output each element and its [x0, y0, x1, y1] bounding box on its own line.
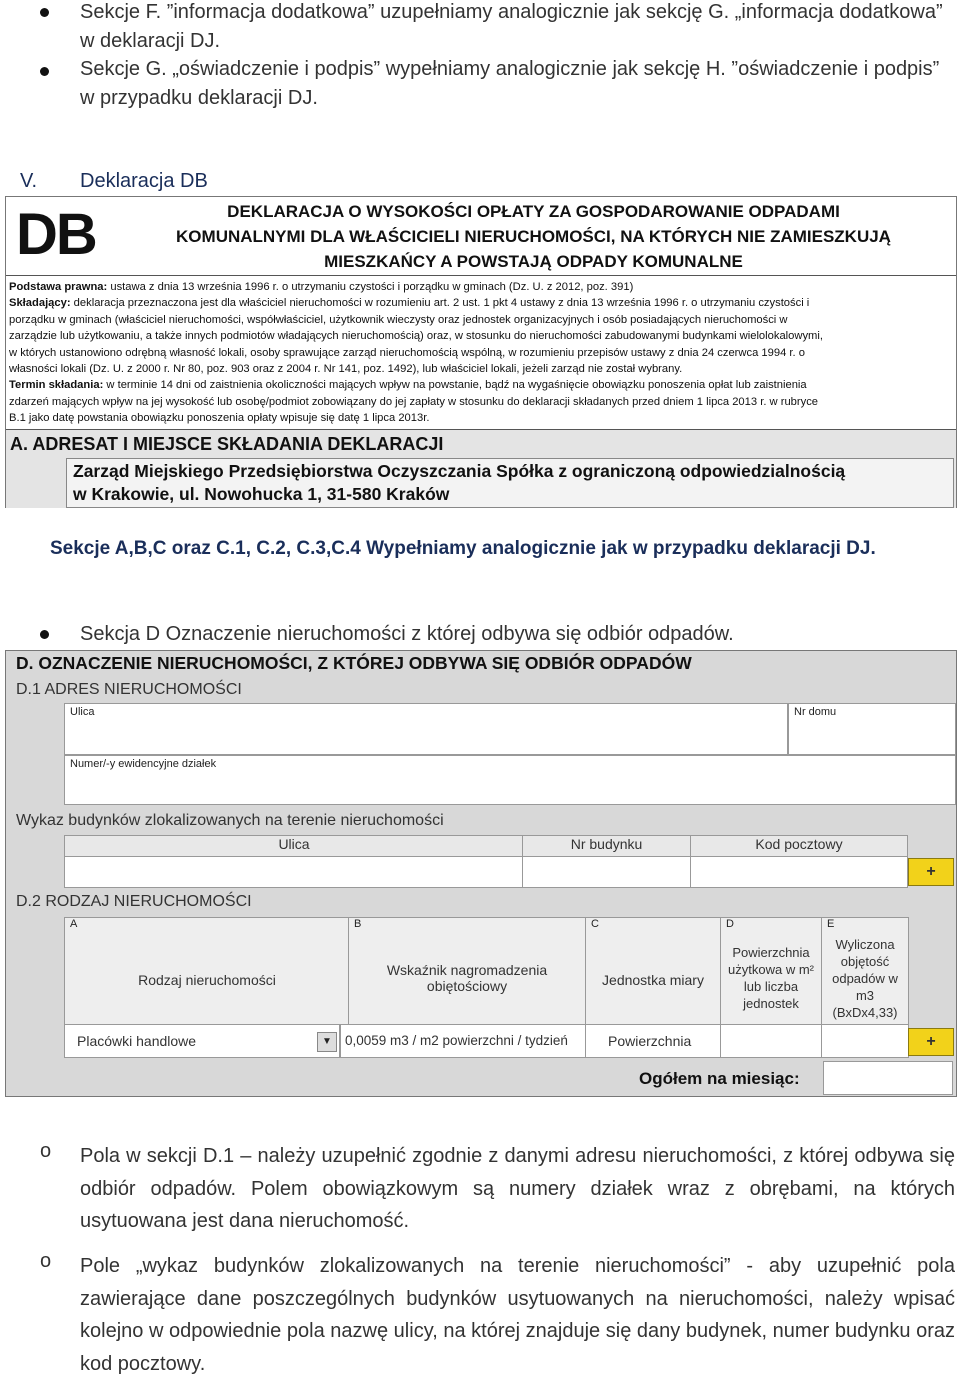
wykaz-col-ulica: Ulica [64, 835, 524, 857]
rodzaj-value: Placówki handlowe [77, 1033, 197, 1049]
wskaznik-value: 0,0059 m3 / m2 powierzchni / tydzień [345, 1033, 568, 1048]
wykaz-col-nr-budynku: Nr budynku [522, 835, 691, 857]
wykaz-col-kod: Kod pocztowy [690, 835, 908, 857]
section-a-title: A. ADRESAT I MIEJSCE SKŁADANIA DEKLARACJI [10, 434, 444, 454]
numery-dzialek-label: Numer/-y ewidencyjne działek [70, 758, 217, 770]
d-form-title: D. OZNACZENIE NIERUCHOMOŚCI, Z KTÓREJ ODBYWA SIĘ ODBIÓR ODPADÓW [16, 653, 692, 673]
db-logo: DB [16, 202, 96, 267]
col-d-header: D Powierzchnia użytkowa w m² lub liczba jednostek [720, 917, 822, 1025]
add-building-button[interactable]: + [908, 858, 954, 886]
numery-dzialek-field[interactable] [64, 755, 956, 805]
bullet-text-d: Sekcja D Oznaczenie nieruchomości z której odbywa się odbiór odpadów. [80, 623, 734, 645]
wykaz-nr-budynku-input[interactable] [522, 856, 691, 888]
dropdown-arrow-icon[interactable]: ▼ [317, 1032, 337, 1052]
db-form-title: DEKLARACJA O WYSOKOŚCI OPŁATY ZA GOSPODAROWANIE ODPADAMI KOMUNALNYMI DLA WŁAŚCICIELI NIERUCHOMOŚCI, NA KTÓRYCH NIE ZAMIESZKUJĄ MIESZKAŃCY A POWSTAJĄ ODPADY KOMUNALNE [176, 202, 891, 271]
powierzchnia-input[interactable] [720, 1024, 822, 1058]
section-title: Deklaracja DB [80, 170, 208, 192]
ulica-label: Ulica [70, 706, 95, 718]
d-section-form [5, 650, 957, 1097]
addressee-box [66, 458, 954, 508]
add-property-type-button[interactable]: + [908, 1028, 954, 1056]
jednostka-field [585, 1024, 721, 1058]
col-b-header: B Wskaźnik nagromadzenia obiętościowy [348, 917, 586, 1025]
db-declaration-form [5, 196, 957, 508]
addressee-line-2: w Krakowie, ul. Nowohucka 1, 31-580 Kraków [73, 484, 450, 504]
objetosc-field [821, 1024, 909, 1058]
col-a-header: A Rodzaj nieruchomości [64, 917, 350, 1025]
ulica-field[interactable] [64, 703, 788, 755]
total-field [823, 1061, 953, 1095]
d2-title: D.2 RODZAJ NIERUCHOMOŚCI [16, 893, 252, 910]
rodzaj-select[interactable] [64, 1024, 340, 1058]
section-a-box [6, 429, 956, 508]
bullet-text-f: Sekcje F. ”informacja dodatkowa” uzupełniamy analogicznie jak sekcję G. „informacja dodatkowa” w deklaracji DJ. [80, 1, 943, 52]
d1-title: D.1 ADRES NIERUCHOMOŚCI [16, 681, 242, 698]
section-number: V. [20, 170, 38, 192]
wykaz-ulica-input[interactable] [64, 856, 524, 888]
nr-domu-label: Nr domu [794, 706, 837, 718]
sub-bullet-marker: o [40, 1140, 52, 1162]
bullet-icon [40, 630, 49, 639]
sub-bullet-marker: o [40, 1250, 52, 1272]
col-e-header: E Wyliczona objętość odpadów w m3 (BxDx4,33) [821, 917, 909, 1025]
wykaz-title: Wykaz budynków zlokalizowanych na terenie nieruchomości [16, 812, 444, 829]
bold-note: Sekcje A,B,C oraz C.1, C.2, C.3,C.4 Wypełniamy analogicznie jak w przypadku deklaracji DJ. [50, 538, 876, 559]
sub-bullet-text-wykaz: Pole „wykaz budynków zlokalizowanych na terenie nieruchomości” - aby uzupełnić pola zawierające dane poszczególnych budynków usytuowanych na nieruchomości, należy wpisać kolejno w odpowiednie pola nazwę ulicy, na której znajduje się dany budynek, numer budynku oraz kod pocztowy. [80, 1255, 955, 1375]
nr-domu-field[interactable] [788, 703, 956, 755]
bullet-text-g: Sekcje G. „oświadczenie i podpis” wypełniamy analogicznie jak sekcję H. ”oświadczenie i podpis” w przypadku deklaracji DJ. [80, 58, 940, 109]
addressee-line-1: Zarząd Miejskiego Przedsiębiorstwa Oczyszczania Spółka z ograniczoną odpowiedzialnością [73, 461, 846, 481]
bullet-icon [40, 8, 49, 17]
col-c-header: C Jednostka miary [585, 917, 721, 1025]
divider [6, 275, 956, 276]
jednostka-value: Powierzchnia [608, 1033, 692, 1049]
wykaz-kod-input[interactable] [690, 856, 908, 888]
wskaznik-field [340, 1024, 586, 1058]
bullet-icon [40, 67, 49, 76]
sub-bullet-text-d1: Pola w sekcji D.1 – należy uzupełnić zgodnie z danymi adresu nieruchomości, z której odbywa się odbiór odpadów. Polem obowiązkowym są numery działek wraz z obrębami, na których usytuowana jest dana nieruchomość. [80, 1145, 955, 1232]
total-label: Ogółem na miesiąc: [639, 1069, 800, 1088]
legal-basis-text: Podstawa prawna: ustawa z dnia 13 września 1996 r. o utrzymaniu czystości i porządku w gminach (Dz. U. z 2012, poz. 391) Składający: deklaracja przeznaczona jest dla właściciel nieruchomości w rozumieniu art. 2 ust. 1 pkt 4 ustawy z dnia 13 września 1996 r. o utrzymaniu czystości i porządku w gminach (właściciel nieruchomości, współwłaściciel, użytkownik wieczysty oraz jednostek organizacyjnych i osób posiadających nieruchomości w zarządzie lub użytkowaniu, a także innych podmiotów władających nieruchomością) oraz, w stosunku do nieruchomości zabudowanymi budynkami wielolokalowymi, w których ustanowiono odrębną własność lokali, osoby sprawujące zarząd nieruchomością wspólną, w rozumieniu przepisów ustawy z dnia 24 czerwca 1994 r. o własności lokali (Dz. U. z 2000 r. Nr 80, poz. 903 oraz z 2004 r. Nr 141, poz. 1492), lub właściciel lokali, jeżeli zarząd nie został wybrany. Termin składania: w terminie 14 dni od zaistnienia okoliczności mających wpływ na powstanie, bądź na wygaśnięcie obowiązku ponoszenia opłat lub zaistnienia zdarzeń mających wpływ na jej wysokość lub osobę/podmiot zobowiązany do jej zapłaty w stosunku do deklaracji składanych przed dniem 1 lipca 2013 r. w rubryce B.1 jako datę powstania obowiązku ponoszenia opłaty wpisuje się datę 1 lipca 2013r. [9, 281, 823, 425]
